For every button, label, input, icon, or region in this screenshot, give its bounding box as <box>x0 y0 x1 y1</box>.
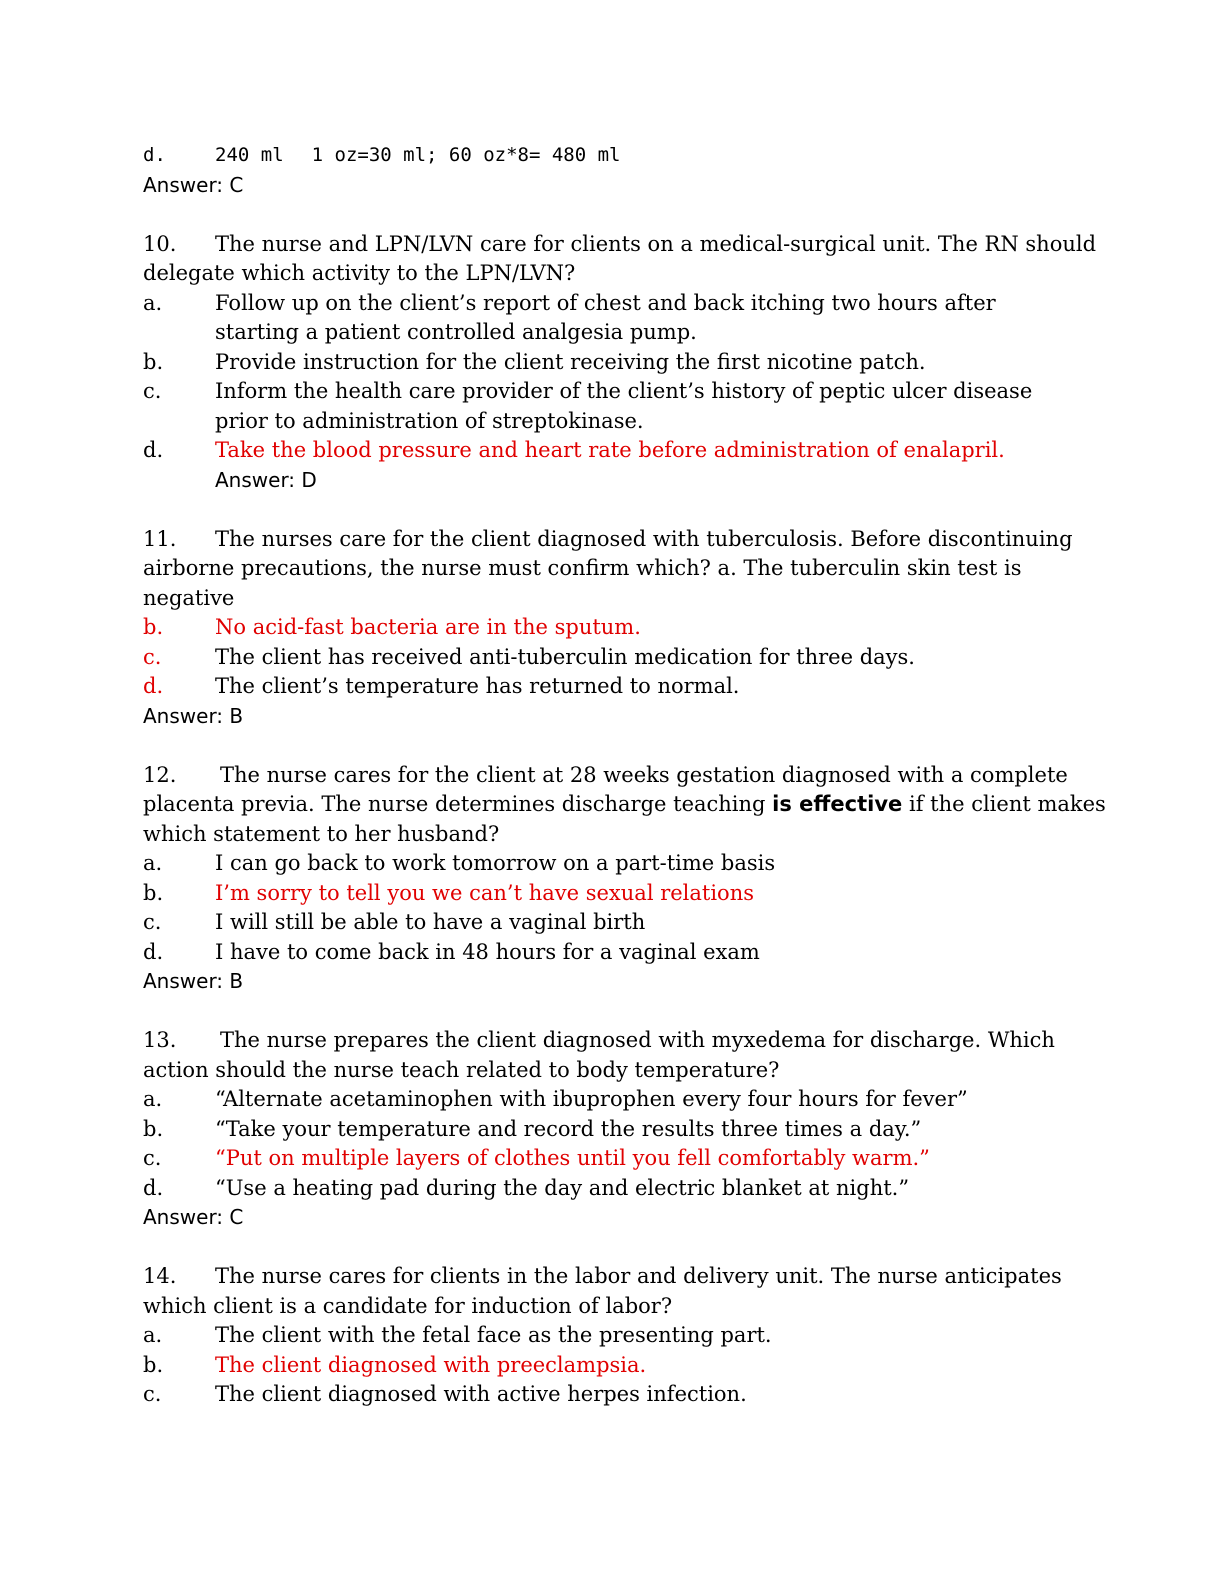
q10-stem-text1: The nurse and LPN/LVN care for clients on a medical-surgical unit. The RN should <box>215 231 1097 256</box>
q13-option-a-text: “Alternate acetaminophen with ibuprophen every four hours for fever” <box>215 1087 968 1111</box>
q11-option-c <box>143 643 1063 673</box>
q12-stem-line3: which statement to her husband? <box>143 821 500 846</box>
q12-option-d-text: I have to come back in 48 hours for a vaginal exam <box>215 939 760 964</box>
q14-option-a-label: a. <box>143 1323 163 1347</box>
q9-option-d <box>143 140 1063 171</box>
q9-option-d-note: 1 oz=30 ml; 60 oz*8= 480 ml <box>311 144 621 166</box>
q14-number: 14. <box>143 1264 177 1288</box>
q13-option-c-label: c. <box>143 1146 162 1170</box>
q10-number: 10. <box>143 231 177 256</box>
q10-option-a-label: a. <box>143 290 163 315</box>
q11-stem-line2: airborne precautions, the nurse must confirm which? a. The tuberculin skin test is <box>143 556 1022 580</box>
q13-stem-line2: action should the nurse teach related to body temperature? <box>143 1057 780 1082</box>
q12-stem-text2a: placenta previa. The nurse determines discharge teaching <box>143 792 773 816</box>
q14-option-c-label: c. <box>143 1382 162 1406</box>
q10-stem-line1 <box>143 230 1097 260</box>
q12-stem-text1: The nurse cares for the client at 28 weeks gestation diagnosed with a complete <box>220 762 1068 787</box>
q12-stem-line1 <box>143 761 1068 791</box>
q13-option-d-text: “Use a heating pad during the day and electric blanket at night.” <box>215 1175 910 1200</box>
q14-option-a <box>143 1321 1063 1351</box>
q11-option-c-label: c. <box>143 644 162 669</box>
q10-option-a-text: Follow up on the client’s report of chest and back itching two hours after starting a patient controlled analgesia pump. <box>215 290 996 344</box>
q11-stem-line3: negative <box>143 585 235 610</box>
q12-option-c-label: c. <box>143 910 162 934</box>
q13-option-d-label: d. <box>143 1175 164 1200</box>
q13-option-c <box>143 1144 1063 1174</box>
q14-stem-line1 <box>143 1262 1063 1292</box>
q13-option-a <box>143 1085 1063 1115</box>
q12-option-a-text: I can go back to work tomorrow on a part-time basis <box>215 851 776 875</box>
q14-option-b-label: b. <box>143 1352 164 1377</box>
q10-option-b <box>143 348 1063 378</box>
q11-option-b-text: No acid-fast bacteria are in the sputum. <box>215 615 641 639</box>
q13-option-b-label: b. <box>143 1116 164 1141</box>
q10-option-c <box>143 377 1063 436</box>
q13-option-c-text: “Put on multiple layers of clothes until you fell comfortably warm.” <box>215 1146 930 1170</box>
q12-option-a <box>143 849 1063 879</box>
q10-option-b-label: b. <box>143 349 164 374</box>
q12-option-b <box>143 879 1063 909</box>
q14-option-b-text: The client diagnosed with preeclampsia. <box>215 1352 647 1377</box>
q13-option-b-text: “Take your temperature and record the results three times a day.” <box>215 1116 922 1141</box>
q13-option-d <box>143 1174 1063 1204</box>
q11-stem-text1: The nurses care for the client diagnosed with tuberculosis. Before discontinuing <box>215 526 1073 551</box>
q10-stem-line2: delegate which activity to the LPN/LVN? <box>143 261 576 285</box>
q13-answer: Answer: C <box>143 1205 244 1229</box>
q11-answer: Answer: B <box>143 703 244 728</box>
q12-option-d-label: d. <box>143 939 164 964</box>
q9-option-d-label: d. <box>143 144 166 166</box>
q12-option-c-text: I will still be able to have a vaginal birth <box>215 910 646 934</box>
q11-option-d-label: d. <box>143 674 164 698</box>
q11-option-d-text: The client’s temperature has returned to normal. <box>215 674 740 698</box>
q12-stem-text2c: if the client makes <box>902 792 1106 816</box>
q12-option-d <box>143 938 1063 968</box>
q10-option-d <box>143 436 1063 495</box>
q11-number: 11. <box>143 526 177 551</box>
q12-answer: Answer: B <box>143 969 244 993</box>
q10-option-c-label: c. <box>143 379 162 403</box>
q14-option-b <box>143 1351 1063 1381</box>
q9-option-d-text: 240 ml <box>215 144 284 166</box>
q13-stem-line1 <box>143 1026 1063 1056</box>
q13-number: 13. <box>143 1028 177 1052</box>
q11-option-d <box>143 672 1063 702</box>
q12-number: 12. <box>143 762 177 787</box>
q9-answer: Answer: C <box>143 172 244 197</box>
q12-option-b-text: I’m sorry to tell you we can’t have sexual relations <box>215 880 755 905</box>
q11-option-b-label: b. <box>143 615 164 639</box>
q13-option-a-label: a. <box>143 1087 163 1111</box>
q11-option-c-text: The client has received anti-tuberculin medication for three days. <box>215 644 915 669</box>
q11-option-b <box>143 613 1063 643</box>
q12-stem-emphasis: is effective <box>772 792 903 816</box>
q10-option-d-label: d. <box>143 438 164 462</box>
q14-option-c <box>143 1380 1063 1410</box>
q10-option-d-text: Take the blood pressure and heart rate before administration of enalapril. <box>215 438 1005 462</box>
q10-option-b-text: Provide instruction for the client receiving the first nicotine patch. <box>215 349 926 374</box>
q13-option-b <box>143 1115 1063 1145</box>
q13-stem-text1: The nurse prepares the client diagnosed with myxedema for discharge. Which <box>220 1028 1055 1052</box>
q12-option-a-label: a. <box>143 851 163 875</box>
q10-answer: Answer: D <box>215 467 317 492</box>
q14-stem-line2: which client is a candidate for induction of labor? <box>143 1293 673 1318</box>
q12-option-b-label: b. <box>143 880 164 905</box>
q12-option-c <box>143 908 1063 938</box>
q14-option-a-text: The client with the fetal face as the presenting part. <box>215 1323 772 1347</box>
q10-option-c-text: Inform the health care provider of the client’s history of peptic ulcer disease prior to administration of streptokinase. <box>215 379 1033 433</box>
q14-stem-text1: The nurse cares for clients in the labor and delivery unit. The nurse anticipates <box>215 1264 1062 1288</box>
q10-option-a <box>143 289 1063 348</box>
q14-option-c-text: The client diagnosed with active herpes infection. <box>215 1382 747 1406</box>
q11-stem-line1 <box>143 525 1073 555</box>
q12-stem-line2 <box>143 790 1106 820</box>
